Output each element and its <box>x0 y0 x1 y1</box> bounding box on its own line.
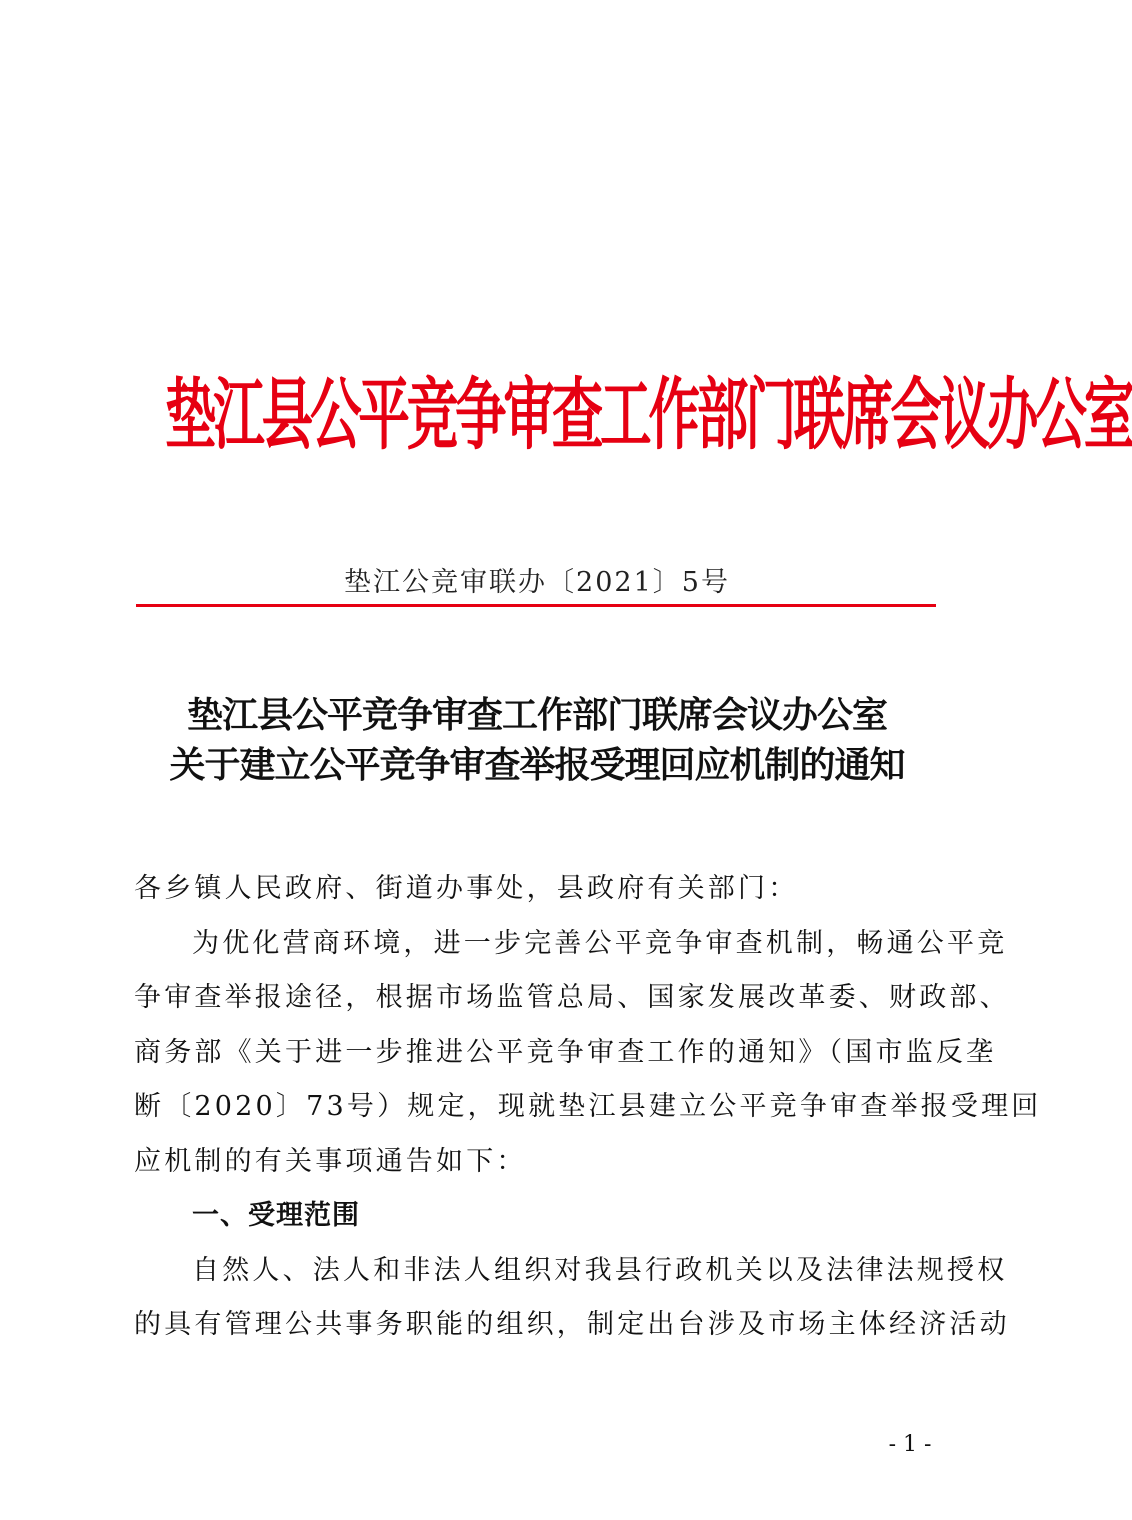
paragraph-line: 应机制的有关事项通告如下： <box>134 1145 527 1177</box>
paragraph-line: 的具有管理公共事务职能的组织，制定出台涉及市场主体经济活动 <box>134 1309 1010 1340</box>
title-line-1: 垫江县公平竞争审查工作部门联席会议办公室 <box>186 694 887 736</box>
salutation: 各乡镇人民政府、街道办事处，县政府有关部门： <box>134 873 799 904</box>
paragraph-line: 为优化营商环境，进一步完善公平竞争审查机制，畅通公平竞 <box>192 927 1008 959</box>
paragraph-line: 断〔2020〕73号）规定，现就垫江县建立公平竞争审查举报受理回 <box>134 1091 1042 1122</box>
section-heading: 一、受理范围 <box>192 1200 360 1231</box>
red-divider-line <box>136 604 936 607</box>
title-line-2: 关于建立公平竞争审查举报受理回应机制的通知 <box>169 744 905 786</box>
document-body <box>134 862 1042 1353</box>
paragraph-line: 自然人、法人和非法人组织对我县行政机关以及法律法规授权 <box>192 1254 1008 1286</box>
document-number: 垫江公竞审联办〔2021〕5号 <box>344 567 730 598</box>
page-number: - 1 - <box>888 1432 932 1457</box>
document-title <box>0 690 1074 790</box>
paragraph-line: 商务部《关于进一步推进公平竞争审查工作的通知》（国市监反垄 <box>134 1036 997 1068</box>
paragraph-line: 争审查举报途径，根据市场监管总局、国家发展改革委、财政部、 <box>134 982 1010 1013</box>
masthead-issuer: 垫江县公平竞争审查工作部门联席会议办公室 <box>164 369 1132 461</box>
